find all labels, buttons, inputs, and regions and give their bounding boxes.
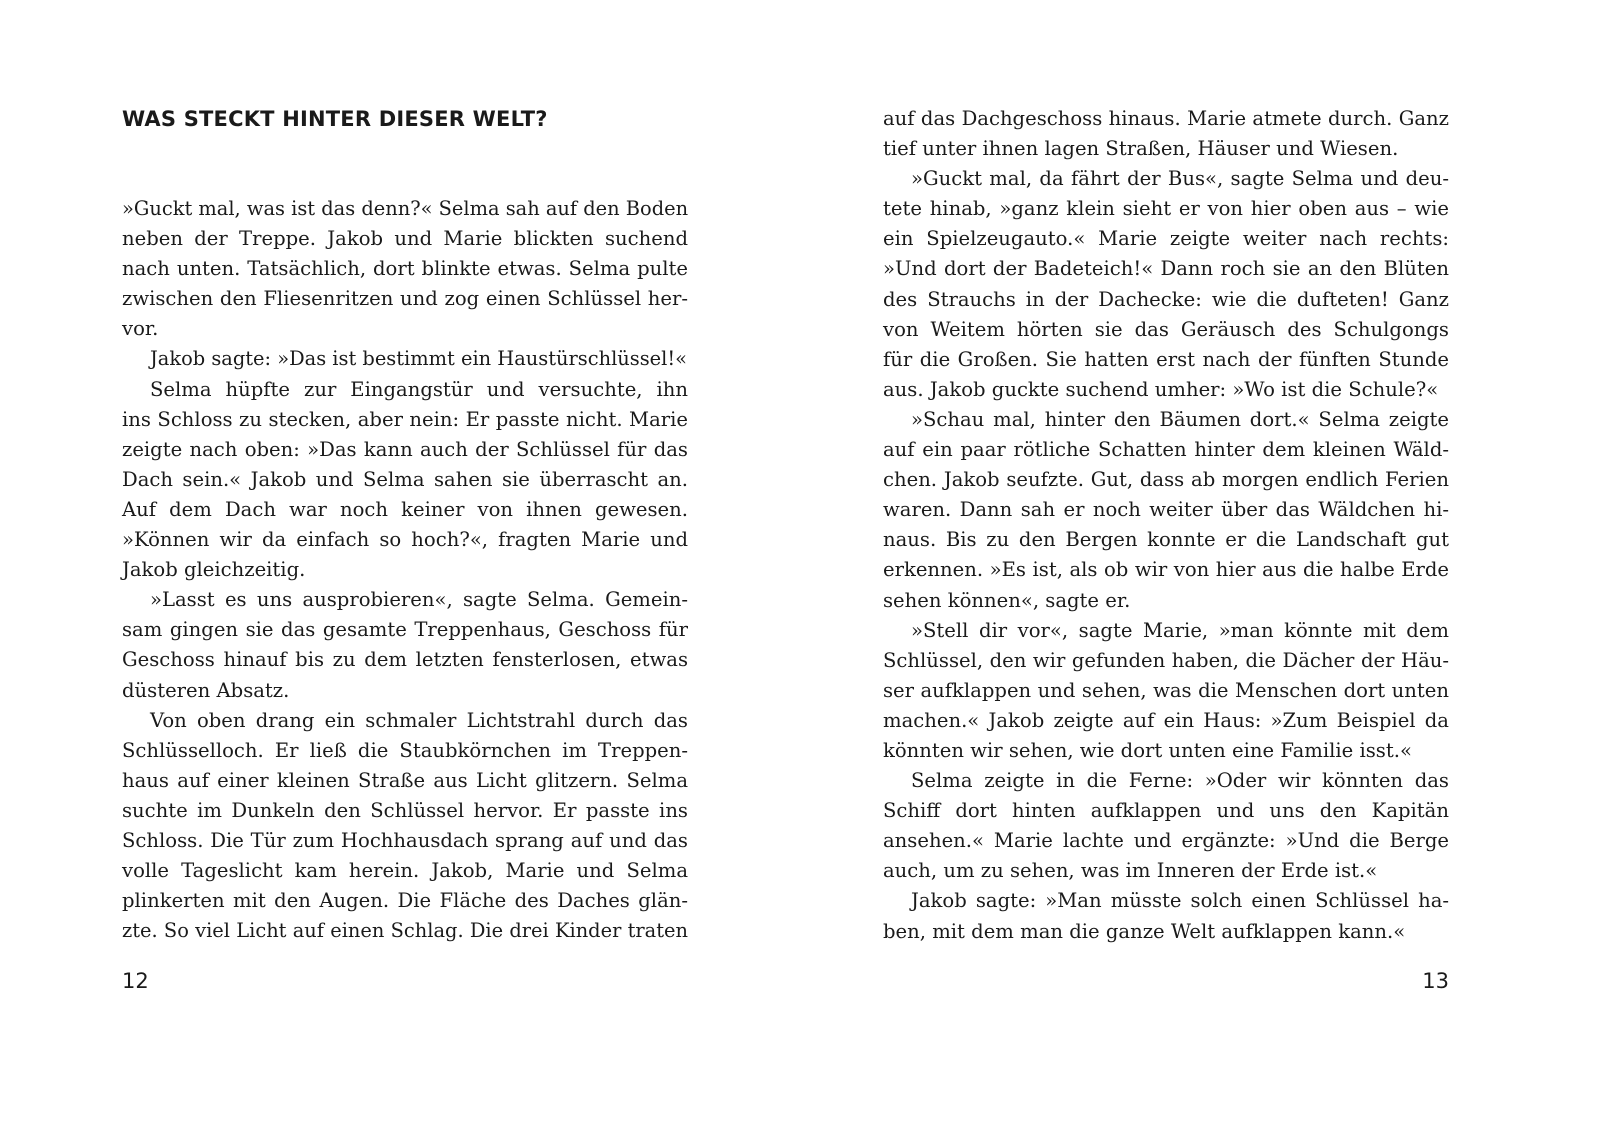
text-line: ein Spielzeugauto.« Marie zeigte weiter nach rechts: [883,227,1449,251]
page-number-left: 12 [122,969,149,993]
text-line: »Lasst es uns ausprobieren«, sagte Selma. Gemein- [150,588,688,612]
text-line: Dach sein.« Jakob und Selma sahen sie überrascht an. [122,467,688,491]
paragraph [122,585,688,705]
text-line: »Und dort der Badeteich!« Dann roch sie an den Blüten [883,257,1449,281]
left-page [122,0,688,1138]
text-line: suchte im Dunkeln den Schlüssel hervor. Er passte ins [122,798,688,822]
text-line: volle Tageslicht kam herein. Jakob, Marie und Selma [122,859,688,883]
text-line: Von oben drang ein schmaler Lichtstrahl durch das [150,708,688,732]
paragraph [122,375,688,586]
text-line: sam gingen sie das gesamte Treppenhaus, Geschoss für [122,618,688,642]
text-line: erkennen. »Es ist, als ob wir von hier aus die halbe Erde [883,558,1449,582]
text-line: zte. So viel Licht auf einen Schlag. Die drei Kinder traten [122,919,688,943]
text-line: naus. Bis zu den Bergen konnte er die Landschaft gut [883,528,1449,552]
text-line: Schiff dort hinten aufklappen und uns den Kapitän [883,799,1449,823]
text-line: »Guckt mal, da fährt der Bus«, sagte Selma und deu- [911,167,1449,191]
text-line: haus auf einer kleinen Straße aus Licht glitzern. Selma [122,768,688,792]
text-line: aus. Jakob guckte suchend umher: »Wo ist die Schule?« [883,377,1439,401]
text-line: des Strauchs in der Dachecke: wie die dufteten! Ganz [883,287,1449,311]
paragraph [122,344,688,374]
text-line: auf ein paar rötliche Schatten hinter dem kleinen Wäld- [883,438,1449,462]
paragraph [883,616,1449,766]
text-line: Schlüssel, den wir gefunden haben, die Dächer der Häu- [883,648,1449,672]
chapter-heading: WAS STECKT HINTER DIESER WELT? [122,107,548,131]
paragraph [883,104,1449,164]
text-line: »Können wir da einfach so hoch?«, fragten Marie und [122,528,688,552]
text-line: von Weitem hörten sie das Geräusch des Schulgongs [883,317,1449,341]
text-line: für die Großen. Sie hatten erst nach der fünften Stunde [883,347,1449,371]
text-line: Jakob gleichzeitig. [122,558,306,582]
text-line: neben der Treppe. Jakob und Marie blickten suchend [122,227,688,251]
text-line: waren. Dann sah er noch weiter über das Wäldchen hi- [883,498,1449,522]
paragraph [883,164,1449,405]
text-line: ansehen.« Marie lachte und ergänzte: »Und die Berge [883,829,1449,853]
page-number-right: 13 [1422,969,1449,993]
text-line: Jakob sagte: »Man müsste solch einen Schlüssel ha- [911,889,1449,913]
text-line: zwischen den Fliesenritzen und zog einen Schlüssel her- [122,287,688,311]
right-page-body [883,104,1449,947]
paragraph [122,706,688,947]
paragraph [883,766,1449,886]
text-line: düsteren Absatz. [122,678,290,702]
text-line: sehen können«, sagte er. [883,588,1131,612]
text-line: Schloss. Die Tür zum Hochhausdach sprang auf und das [122,828,688,852]
left-page-body [122,194,688,946]
text-line: zeigte nach oben: »Das kann auch der Schlüssel für das [122,437,688,461]
text-line: ins Schloss zu stecken, aber nein: Er passte nicht. Marie [122,407,688,431]
text-line: Selma hüpfte zur Eingangstür und versuchte, ihn [150,377,688,401]
text-line: machen.« Jakob zeigte auf ein Haus: »Zum Beispiel da [883,708,1449,732]
paragraph [122,194,688,344]
paragraph [883,886,1449,946]
text-line: vor. [122,317,159,341]
text-line: »Stell dir vor«, sagte Marie, »man könnte mit dem [911,618,1449,642]
text-line: tief unter ihnen lagen Straßen, Häuser und Wiesen. [883,137,1399,161]
text-line: ser aufklappen und sehen, was die Menschen dort unten [883,678,1449,702]
text-line: Jakob sagte: »Das ist bestimmt ein Haustürschlüssel!« [150,347,687,371]
text-line: Auf dem Dach war noch keiner von ihnen gewesen. [122,497,688,521]
text-line: »Schau mal, hinter den Bäumen dort.« Selma zeigte [911,407,1449,431]
text-line: Geschoss hinauf bis zu dem letzten fensterlosen, etwas [122,648,688,672]
text-line: plinkerten mit den Augen. Die Fläche des Daches glän- [122,889,688,913]
text-line: tete hinab, »ganz klein sieht er von hier oben aus – wie [883,197,1449,221]
text-line: könnten wir sehen, wie dort unten eine Familie isst.« [883,738,1412,762]
text-line: chen. Jakob seufzte. Gut, dass ab morgen endlich Ferien [883,468,1449,492]
text-line: Schlüsselloch. Er ließ die Staubkörnchen im Treppen- [122,738,688,762]
text-line: auf das Dachgeschoss hinaus. Marie atmete durch. Ganz [883,107,1449,130]
text-line: auch, um zu sehen, was im Inneren der Erde ist.« [883,859,1378,883]
text-line: »Guckt mal, was ist das denn?« Selma sah auf den Boden [122,197,689,220]
right-page [883,0,1449,1138]
text-line: Selma zeigte in die Ferne: »Oder wir könnten das [911,769,1449,793]
paragraph [883,405,1449,616]
text-line: nach unten. Tatsächlich, dort blinkte etwas. Selma pulte [122,257,688,281]
text-line: ben, mit dem man die ganze Welt aufklappen kann.« [883,919,1406,943]
